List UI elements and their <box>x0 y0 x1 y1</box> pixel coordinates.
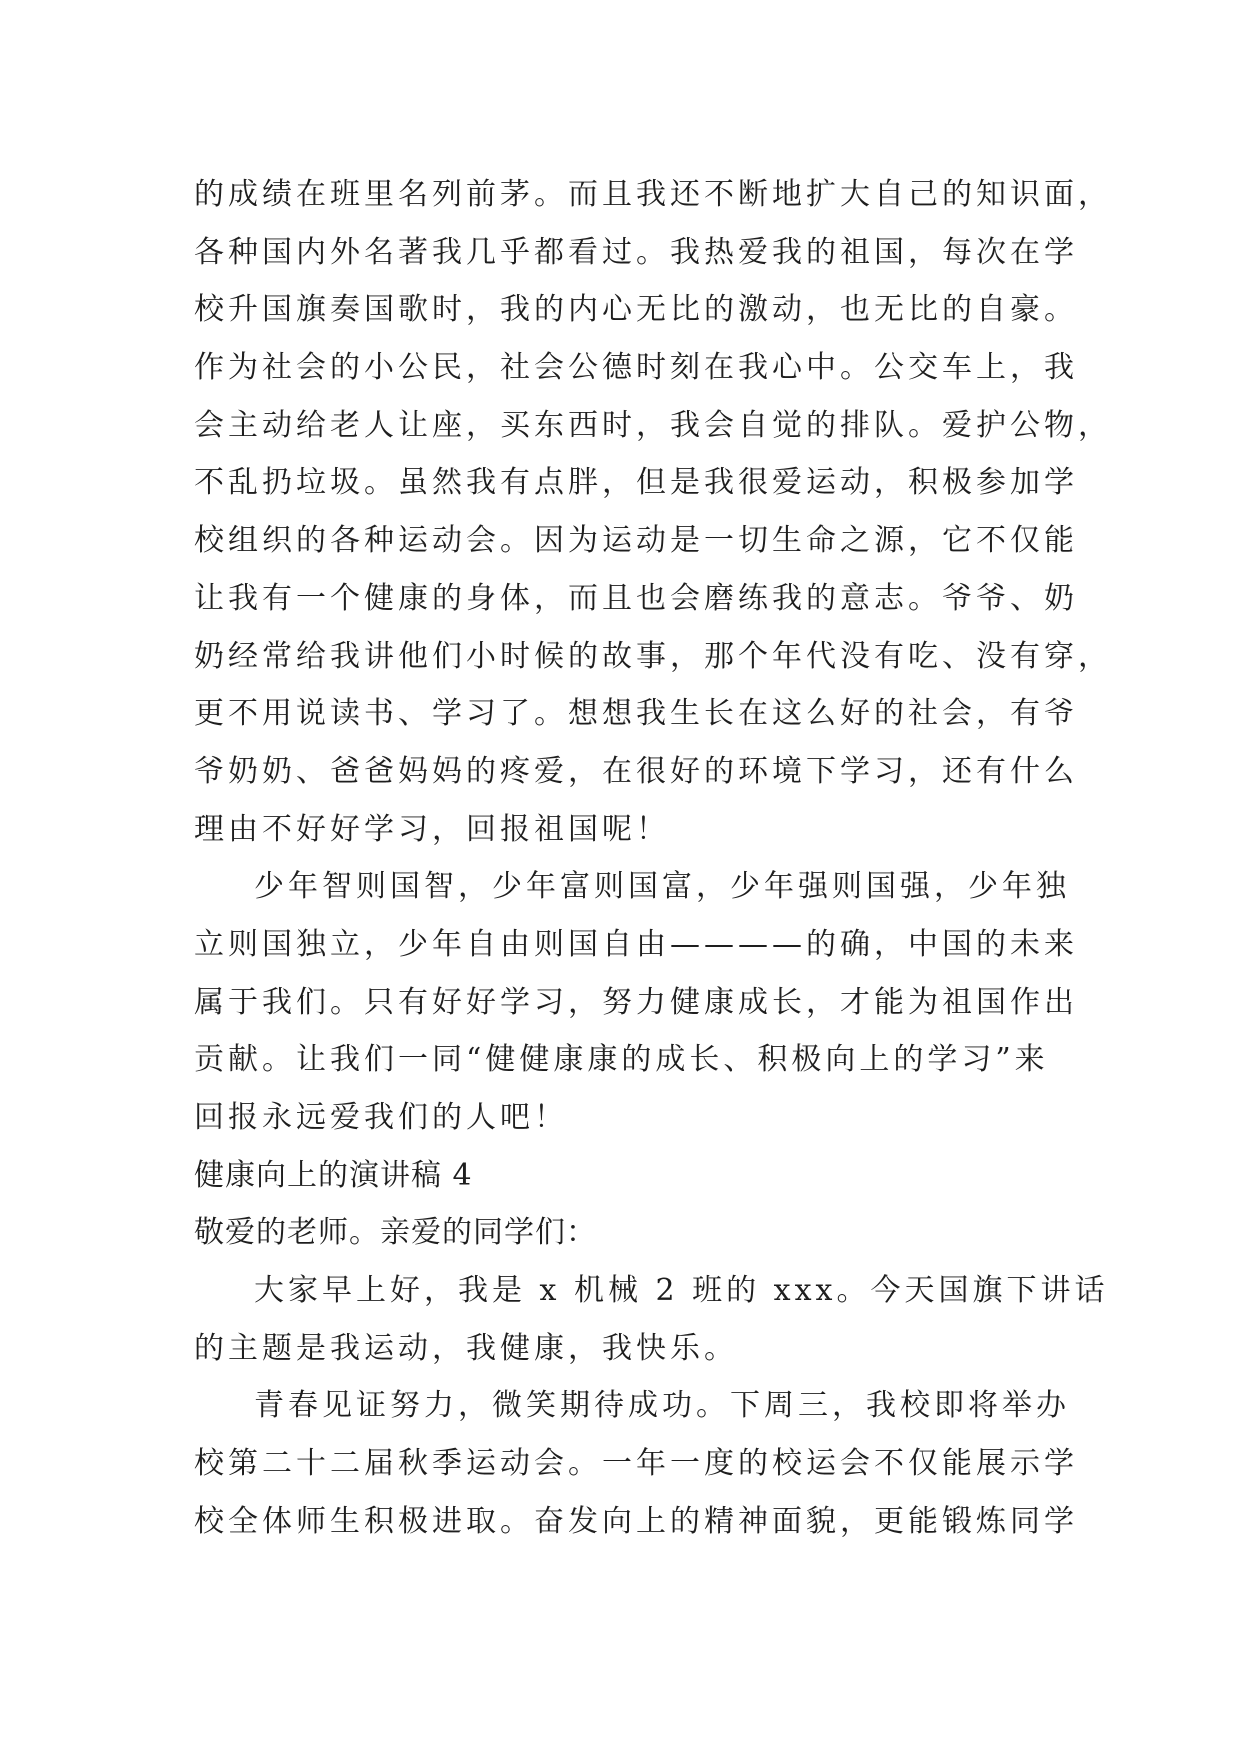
text-line: 回报永远爱我们的人吧！ <box>194 1100 568 1135</box>
text-line: 更不用说读书、学习了。想想我生长在这么好的社会，有爷 <box>194 696 1078 732</box>
section-heading: 健康向上的演讲稿 4 <box>194 1157 473 1193</box>
text-line: 的成绩在班里名列前茅。而且我还不断地扩大自己的知识面， <box>194 177 1112 212</box>
text-line: 的主题是我运动，我健康，我快乐。 <box>194 1330 738 1366</box>
paragraph-start-line: 青春见证努力，微笑期待成功。下周三，我校即将举办 <box>254 1388 1070 1424</box>
text-line: 立则国独立，少年自由则国自由————的确，中国的未来 <box>194 926 1078 962</box>
paragraph-start-line: 少年智则国智，少年富则国富，少年强则国强，少年独 <box>254 869 1070 905</box>
salutation: 敬爱的老师。亲爱的同学们： <box>194 1215 597 1251</box>
text-line: 校升国旗奏国歌时，我的内心无比的激动，也无比的自豪。 <box>194 292 1078 328</box>
text-line: 属于我们。只有好好学习，努力健康成长，才能为祖国作出 <box>194 984 1078 1020</box>
document-body <box>194 166 1112 1551</box>
text-line: 不乱扔垃圾。虽然我有点胖，但是我很爱运动，积极参加学 <box>194 465 1078 501</box>
text-line: 会主动给老人让座，买东西时，我会自觉的排队。爱护公物， <box>194 407 1112 443</box>
text-line: 各种国内外名著我几乎都看过。我热爱我的祖国，每次在学 <box>194 234 1078 270</box>
text-line: 校全体师生积极进取。奋发向上的精神面貌，更能锻炼同学 <box>194 1503 1078 1539</box>
text-line: 奶经常给我讲他们小时候的故事，那个年代没有吃、没有穿， <box>194 638 1112 674</box>
text-line: 校组织的各种运动会。因为运动是一切生命之源，它不仅能 <box>194 523 1078 559</box>
text-line: 贡献。让我们一同“健健康康的成长、积极向上的学习”来 <box>194 1042 1049 1078</box>
text-line: 校第二十二届秋季运动会。一年一度的校运会不仅能展示学 <box>194 1446 1078 1482</box>
text-line: 让我有一个健康的身体，而且也会磨练我的意志。爷爷、奶 <box>194 580 1078 616</box>
text-line: 爷奶奶、爸爸妈妈的疼爱，在很好的环境下学习，还有什么 <box>194 753 1078 789</box>
text-line: 理由不好好学习，回报祖国呢！ <box>194 811 670 847</box>
paragraph-start-line: 大家早上好，我是 x 机械 2 班的 xxx。今天国旗下讲话 <box>254 1273 1109 1309</box>
text-line: 作为社会的小公民，社会公德时刻在我心中。公交车上，我 <box>194 350 1078 386</box>
